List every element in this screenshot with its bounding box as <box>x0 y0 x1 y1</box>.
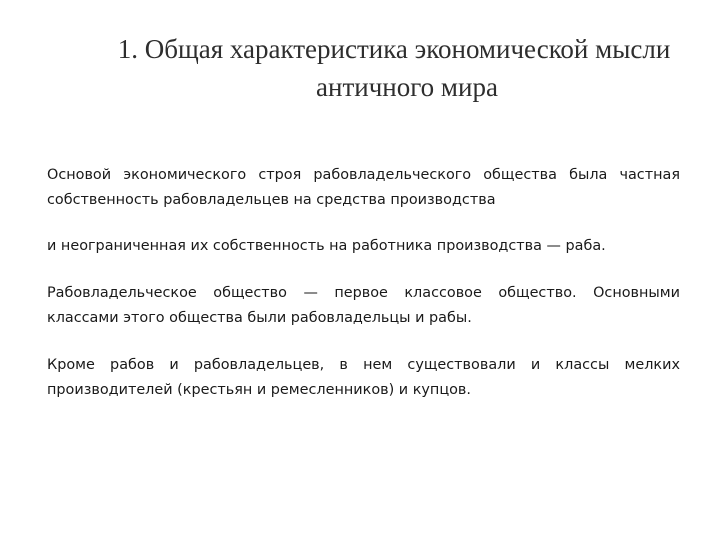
paragraph-first-class-society: Рабовладельческое общество — первое классовое общество. Основными классами этого общества были рабовладельцы и рабы. <box>47 285 680 326</box>
slide-title <box>40 30 680 106</box>
paragraph-other-classes: Кроме рабов и рабовладельцев, в нем существовали и классы мелких производителей (крестьян и ремесленников) и купцов. <box>47 357 680 398</box>
paragraph-slave-ownership-basis: Основой экономического строя рабовладельческого общества была частная собственность рабовладельцев на средства производства <box>47 167 680 208</box>
slide-title-line-2: античного мира <box>316 72 498 102</box>
slide-title-line-1: 1. Общая характеристика экономической мысли <box>117 34 671 64</box>
paragraph-unlimited-ownership: и неограниченная их собственность на работника производства — раба. <box>47 238 606 254</box>
slide-body <box>47 163 680 403</box>
